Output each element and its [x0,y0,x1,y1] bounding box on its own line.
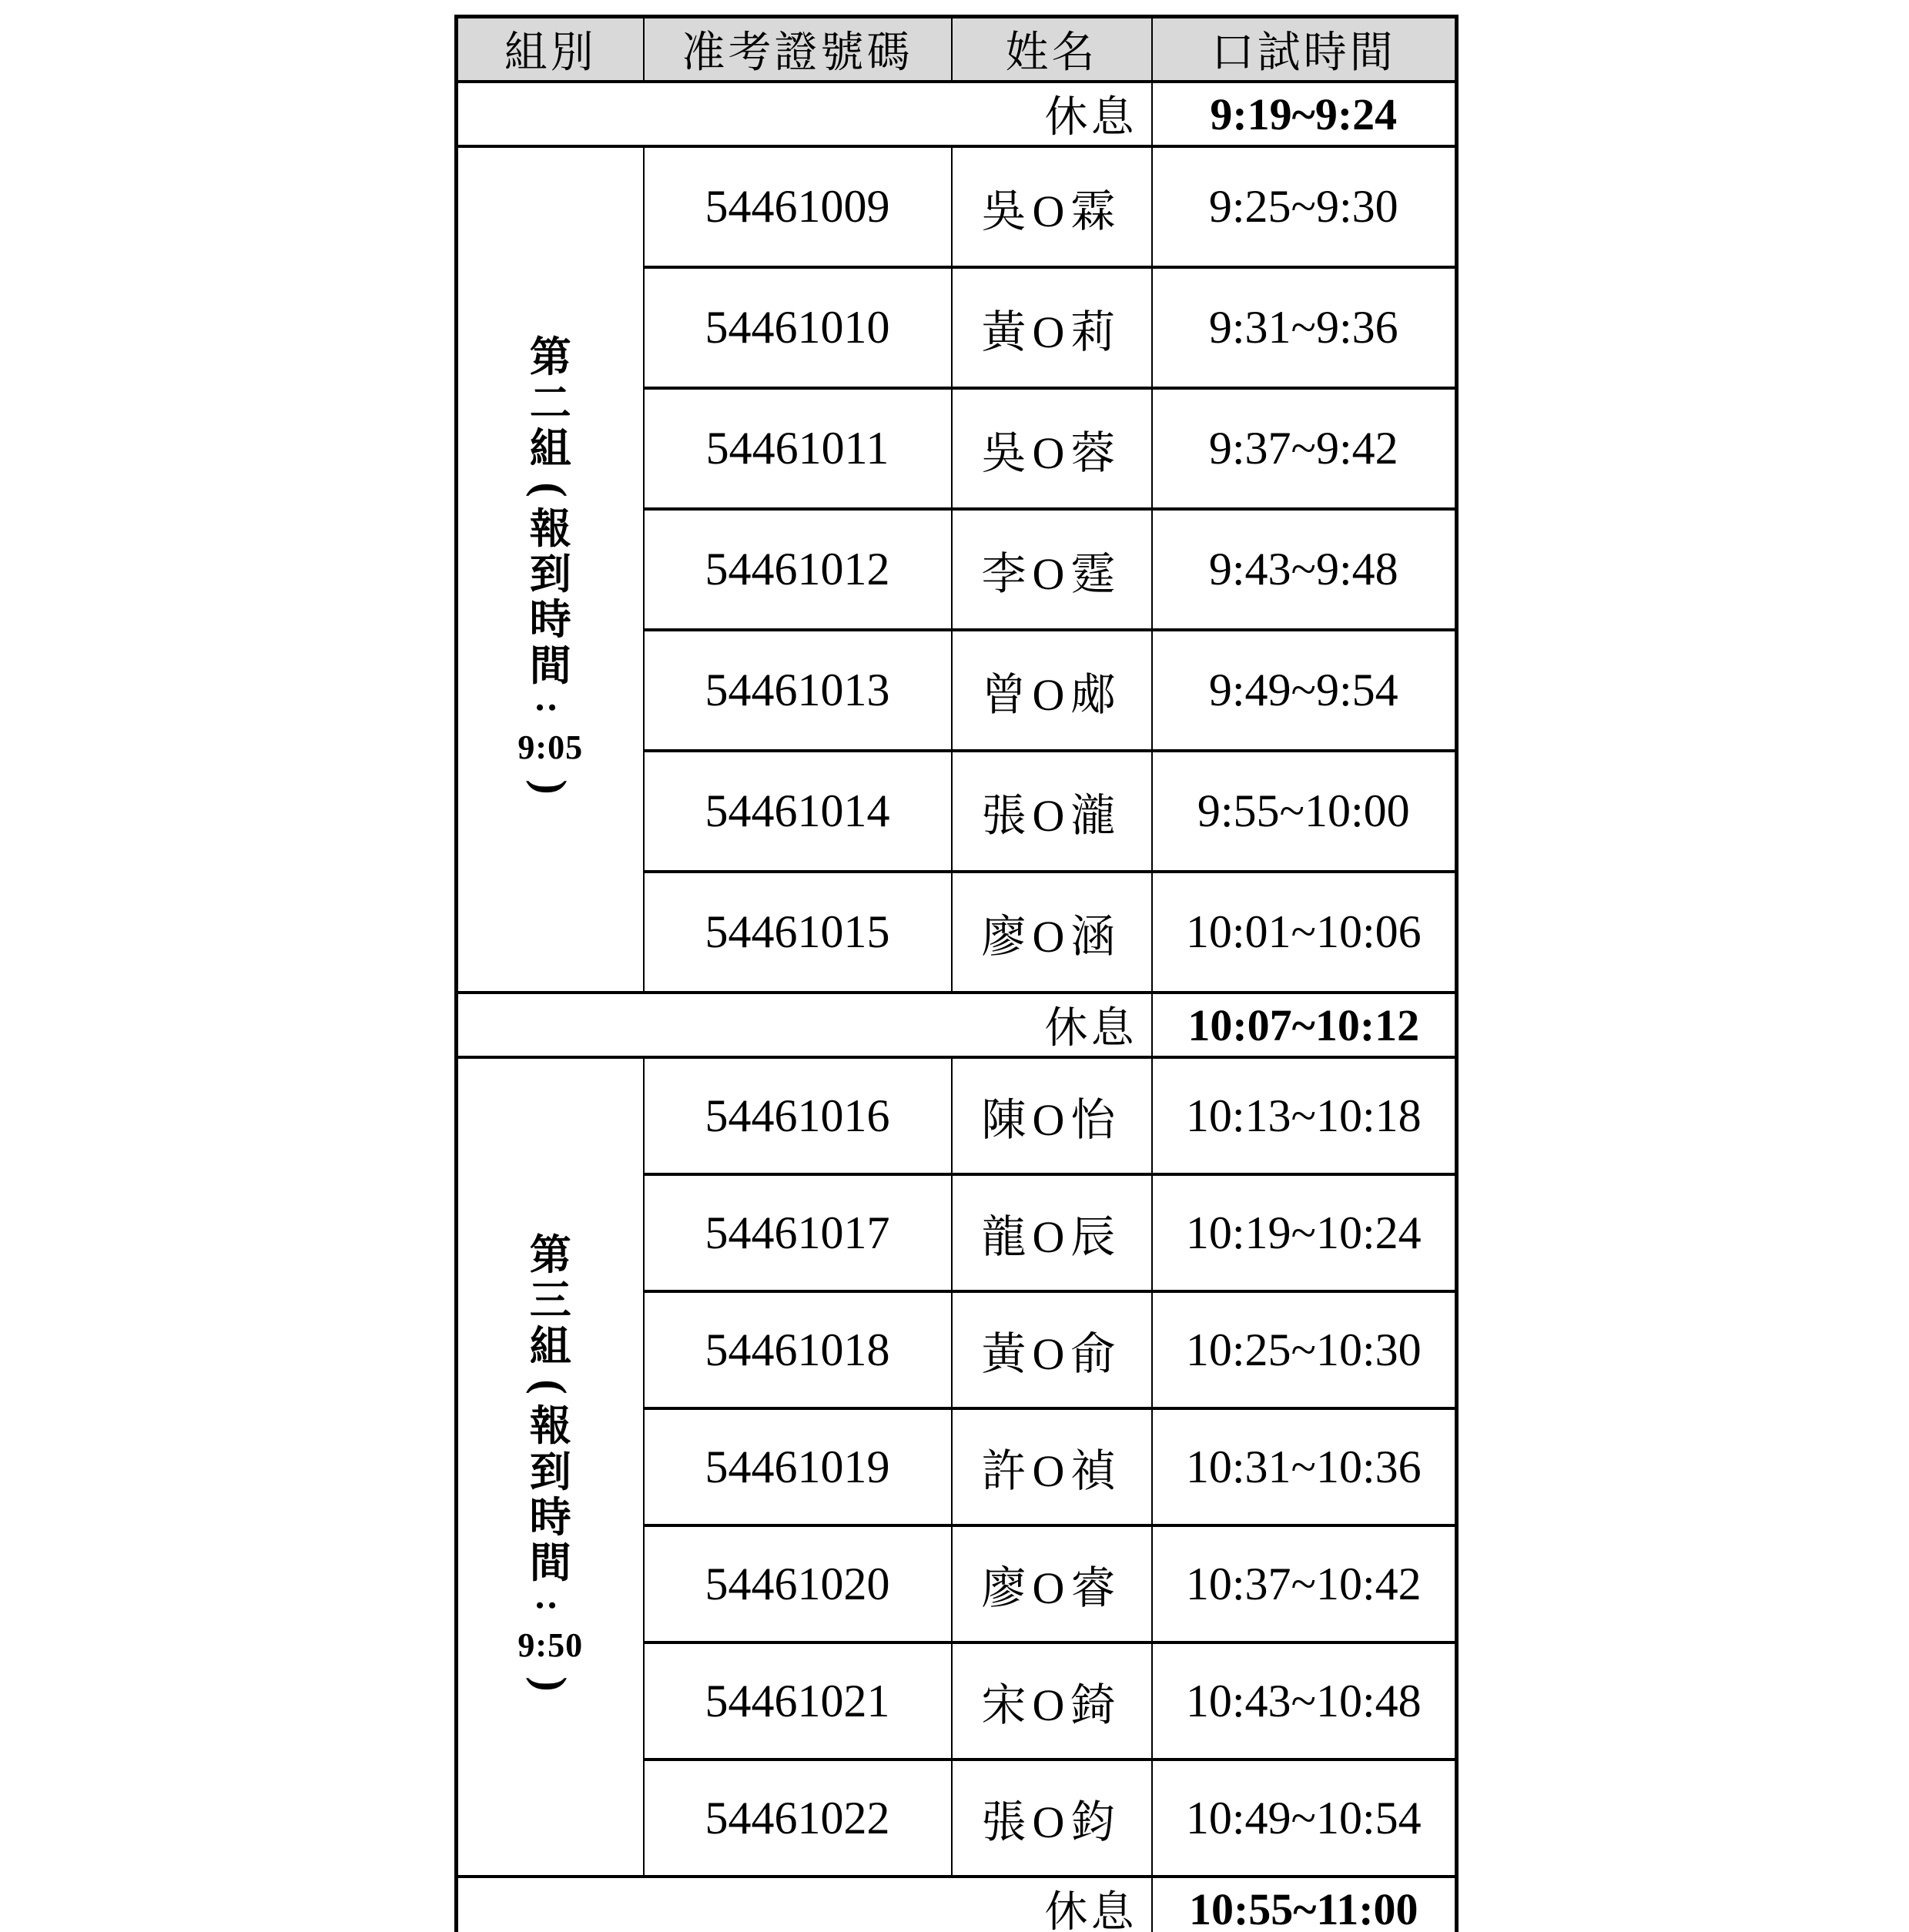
header-col-time: 口試時間 [1152,17,1457,82]
candidate-name-cell: 黃O莉 [952,267,1152,388]
candidate-name-cell: 張O鈞 [952,1760,1152,1877]
candidate-id-cell: 54461018 [644,1291,952,1408]
header-col-name: 姓名 [952,17,1152,82]
candidate-id-cell: 54461014 [644,751,952,872]
candidate-name-cell: 宋O錡 [952,1642,1152,1760]
candidate-time-cell: 10:25~10:30 [1152,1291,1457,1408]
candidate-time-cell: 10:01~10:06 [1152,872,1457,993]
header-row [457,17,1457,82]
candidate-name-cell: 張O瀧 [952,751,1152,872]
candidate-row [457,1057,1457,1174]
group-vertical-label: 第 二 組 ( 報 到 時 間 : 9:05 ) [517,334,584,795]
candidate-id-cell: 54461022 [644,1760,952,1877]
candidate-id-cell: 54461019 [644,1408,952,1525]
candidate-id-cell: 54461013 [644,630,952,751]
candidate-time-cell: 9:43~9:48 [1152,509,1457,630]
candidate-time-cell: 10:49~10:54 [1152,1760,1457,1877]
break-time-cell: 10:55~11:00 [1152,1877,1457,1932]
candidate-time-cell: 10:19~10:24 [1152,1174,1457,1291]
table-header [457,17,1457,82]
exam-schedule-table [454,15,1459,1932]
candidate-id-cell: 54461017 [644,1174,952,1291]
candidate-name-cell: 李O霆 [952,509,1152,630]
candidate-name-cell: 黃O俞 [952,1291,1152,1408]
break-label-cell: 休息 [457,1877,1152,1932]
candidate-time-cell: 9:25~9:30 [1152,146,1457,267]
group-vertical-label: 第 三 組 ( 報 到 時 間 : 9:50 ) [517,1231,584,1692]
candidate-name-cell: 曾O郕 [952,630,1152,751]
candidate-name-cell: 廖O涵 [952,872,1152,993]
break-time-cell: 10:07~10:12 [1152,993,1457,1057]
candidate-id-cell: 54461021 [644,1642,952,1760]
candidate-time-cell: 9:31~9:36 [1152,267,1457,388]
candidate-time-cell: 10:43~10:48 [1152,1642,1457,1760]
candidate-name-cell: 陳O怡 [952,1057,1152,1174]
candidate-row [457,146,1457,267]
break-row [457,82,1457,146]
break-time-cell: 9:19~9:24 [1152,82,1457,146]
candidate-id-cell: 54461020 [644,1525,952,1642]
candidate-time-cell: 10:37~10:42 [1152,1525,1457,1642]
candidate-name-cell: 龍O辰 [952,1174,1152,1291]
candidate-id-cell: 54461012 [644,509,952,630]
break-label-cell: 休息 [457,993,1152,1057]
candidate-id-cell: 54461010 [644,267,952,388]
candidate-time-cell: 10:13~10:18 [1152,1057,1457,1174]
candidate-time-cell: 10:31~10:36 [1152,1408,1457,1525]
break-label-cell: 休息 [457,82,1152,146]
candidate-name-cell: 許O禎 [952,1408,1152,1525]
group-label-cell [457,1057,644,1877]
candidate-id-cell: 54461015 [644,872,952,993]
candidate-id-cell: 54461011 [644,388,952,509]
table-body [457,82,1457,1932]
break-row [457,993,1457,1057]
candidate-time-cell: 9:37~9:42 [1152,388,1457,509]
header-col-id: 准考證號碼 [644,17,952,82]
candidate-id-cell: 54461016 [644,1057,952,1174]
break-row [457,1877,1457,1932]
header-col-group: 組別 [457,17,644,82]
candidate-name-cell: 吳O霖 [952,146,1152,267]
candidate-id-cell: 54461009 [644,146,952,267]
candidate-name-cell: 廖O睿 [952,1525,1152,1642]
group-label-cell [457,146,644,993]
candidate-name-cell: 吳O蓉 [952,388,1152,509]
candidate-time-cell: 9:55~10:00 [1152,751,1457,872]
candidate-time-cell: 9:49~9:54 [1152,630,1457,751]
